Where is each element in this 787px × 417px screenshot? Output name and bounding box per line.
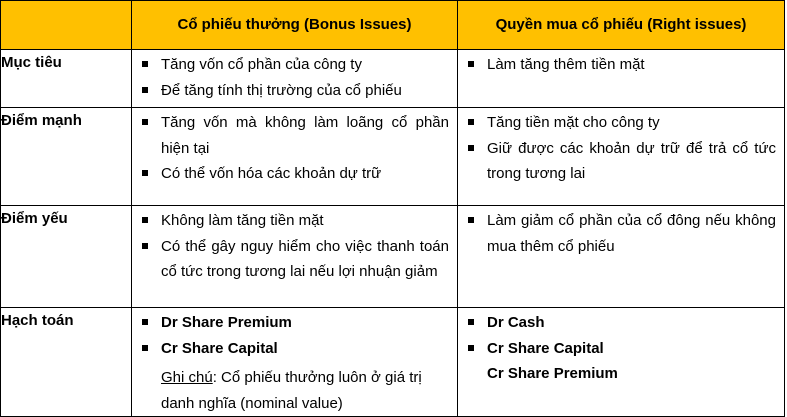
rights-cell — [458, 308, 785, 417]
note-label: Ghi chú — [161, 369, 213, 386]
list-item: Có thể gây nguy hiểm cho việc thanh toán cổ tức trong tương lai nếu lợi nhuận giảm — [132, 234, 457, 285]
list-item: Không làm tăng tiền mặt — [132, 208, 457, 234]
list-item: Để tăng tính thị trường của cổ phiếu — [132, 78, 457, 104]
rights-cell — [458, 50, 785, 108]
bullet-icon — [468, 345, 474, 351]
table-row — [1, 108, 785, 206]
list-item: Tăng vốn mà không làm loãng cổ phần hiện tại — [132, 110, 457, 161]
list-item: Dr Share Premium — [132, 310, 457, 336]
note-text: : Cổ phiếu thưởng luôn ở giá trị danh nghĩa (nominal value) — [161, 369, 422, 412]
header-bonus-issues: Cổ phiếu thưởng (Bonus Issues) — [132, 1, 458, 50]
list-item: Giữ được các khoản dự trữ để trả cổ tức trong tương lai — [458, 136, 784, 187]
bullet-icon — [468, 119, 474, 125]
list-item: Tăng vốn cổ phần của công ty — [132, 52, 457, 78]
table-row — [1, 206, 785, 308]
bullet-icon — [468, 61, 474, 67]
note — [132, 365, 457, 416]
bullet-icon — [468, 145, 474, 151]
row-label: Hạch toán — [1, 308, 132, 417]
rights-cell — [458, 108, 785, 206]
bullet-icon — [142, 119, 148, 125]
row-label: Điểm mạnh — [1, 108, 132, 206]
bullet-icon — [142, 345, 148, 351]
list-item: Làm giảm cổ phần của cổ đông nếu không mua thêm cổ phiếu — [458, 208, 784, 259]
header-row — [1, 1, 785, 50]
list-item: Làm tăng thêm tiền mặt — [458, 52, 784, 78]
list-item: Cr Share Capital — [458, 336, 784, 362]
bullet-icon — [142, 319, 148, 325]
list-item: Có thể vốn hóa các khoản dự trữ — [132, 161, 457, 187]
list-item: Cr Share Premium — [487, 365, 618, 382]
bullet-icon — [142, 217, 148, 223]
bullet-icon — [142, 243, 148, 249]
bullet-icon — [468, 319, 474, 325]
bonus-cell — [132, 206, 458, 308]
bonus-cell — [132, 108, 458, 206]
bonus-cell — [132, 308, 458, 417]
header-corner — [1, 1, 132, 50]
table-row — [1, 50, 785, 108]
bullet-icon — [142, 87, 148, 93]
header-right-issues: Quyền mua cổ phiếu (Right issues) — [458, 1, 785, 50]
row-label: Mục tiêu — [1, 50, 132, 108]
bullet-icon — [142, 61, 148, 67]
table-row — [1, 308, 785, 417]
row-label: Điểm yếu — [1, 206, 132, 308]
list-item: Dr Cash — [458, 310, 784, 336]
bullet-icon — [142, 170, 148, 176]
bullet-icon — [468, 217, 474, 223]
bonus-cell — [132, 50, 458, 108]
rights-cell — [458, 206, 785, 308]
list-item: Tăng tiền mặt cho công ty — [458, 110, 784, 136]
list-item: Cr Share Capital — [132, 336, 457, 362]
